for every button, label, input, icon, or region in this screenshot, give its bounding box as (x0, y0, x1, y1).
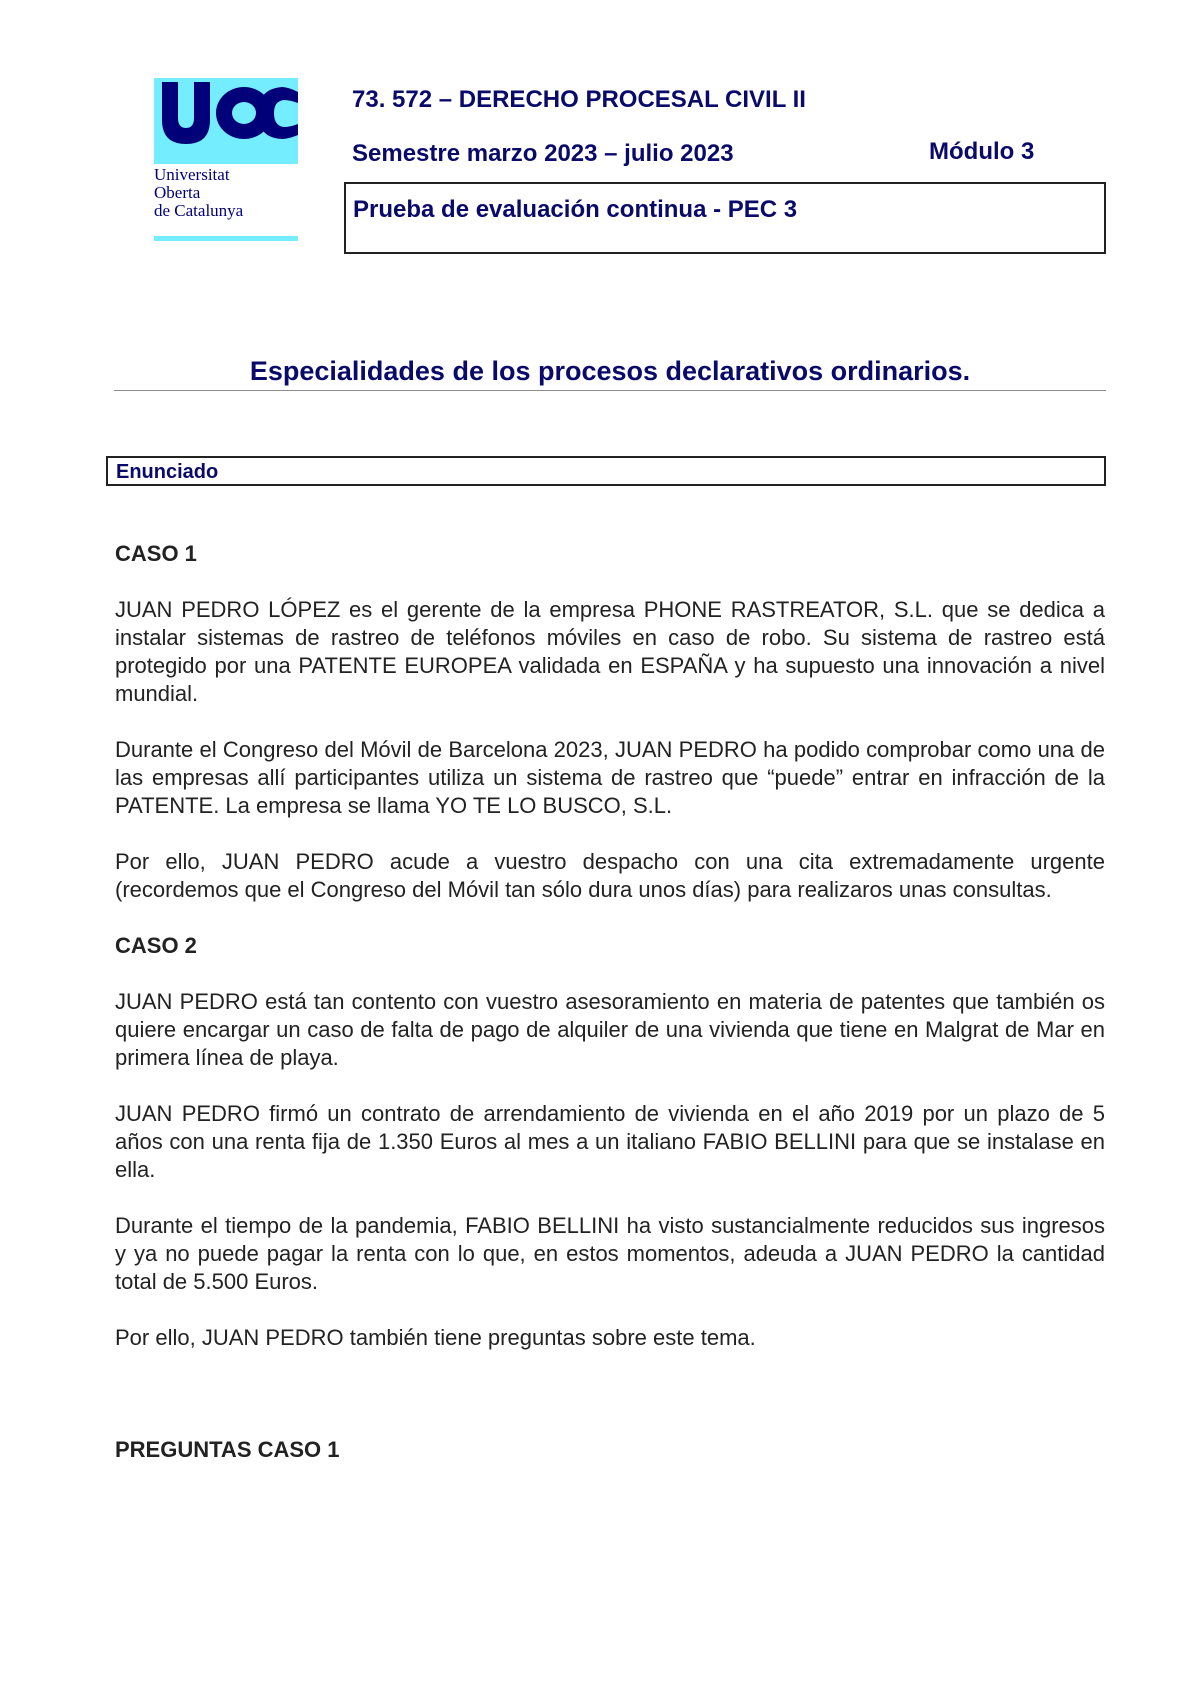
section-label-box (106, 456, 1106, 486)
case-2-heading: CASO 2 (115, 933, 197, 958)
module-number: Módulo 3 (929, 138, 1035, 165)
questions-heading: PREGUNTAS CASO 1 (115, 1437, 340, 1462)
document-title: Especialidades de los procesos declarativos ordinarios. (249, 356, 971, 386)
course-title: 73. 572 – DERECHO PROCESAL CIVIL II (352, 86, 806, 113)
case-2-paragraph: JUAN PEDRO está tan contento con vuestro asesoramiento en materia de patentes que también os quiere encargar un caso de falta de pago de alquiler de una vivienda que tiene en Malgrat de Mar en primera línea de playa. (115, 989, 1105, 1070)
assessment-label: Prueba de evaluación continua - PEC 3 (353, 196, 798, 223)
case-2-paragraph: JUAN PEDRO firmó un contrato de arrendamiento de vivienda en el año 2019 por un plazo de 5 años con una renta fija de 1.350 Euros al mes a un italiano FABIO BELLINI para que se instalase en ella. (115, 1101, 1105, 1182)
logo-university-name (154, 166, 243, 220)
case-1-paragraph: Por ello, JUAN PEDRO acude a vuestro despacho con una cita extremadamente urgente (recordemos que el Congreso del Móvil tan sólo dura unos días) para realizaros unas consultas. (115, 849, 1105, 902)
title-divider (114, 390, 1106, 391)
logo-underline (154, 236, 298, 241)
case-1-heading: CASO 1 (115, 541, 197, 566)
assessment-box (344, 182, 1106, 254)
uoc-logo (154, 78, 298, 241)
document-body (115, 540, 1105, 1492)
case-2-paragraph: Por ello, JUAN PEDRO también tiene preguntas sobre este tema. (115, 1325, 756, 1350)
logo-name-line-3: de Catalunya (154, 201, 244, 220)
semester: Semestre marzo 2023 – julio 2023 (352, 140, 734, 167)
section-label: Enunciado (116, 461, 219, 483)
case-1-paragraph: JUAN PEDRO LÓPEZ es el gerente de la empresa PHONE RASTREATOR, S.L. que se dedica a instalar sistemas de rastreo de teléfonos móviles en caso de robo. Su sistema de rastreo está protegido por una PATENTE EUROPEA validada en ESPAÑA y ha supuesto una innovación a nivel mundial. (115, 597, 1105, 706)
case-2-paragraph: Durante el tiempo de la pandemia, FABIO BELLINI ha visto sustancialmente reducidos sus ingresos y ya no puede pagar la renta con lo que, en estos momentos, adeuda a JUAN PEDRO la cantidad total de 5.500 Euros. (115, 1213, 1105, 1294)
logo-name-line-1: Universitat (154, 165, 230, 184)
logo-name-line-2: Oberta (154, 183, 201, 202)
case-1-paragraph: Durante el Congreso del Móvil de Barcelona 2023, JUAN PEDRO ha podido comprobar como una de las empresas allí participantes utiliza un sistema de rastreo que “puede” entrar en infracción de la PATENTE. La empresa se llama YO TE LO BUSCO, S.L. (115, 737, 1105, 818)
